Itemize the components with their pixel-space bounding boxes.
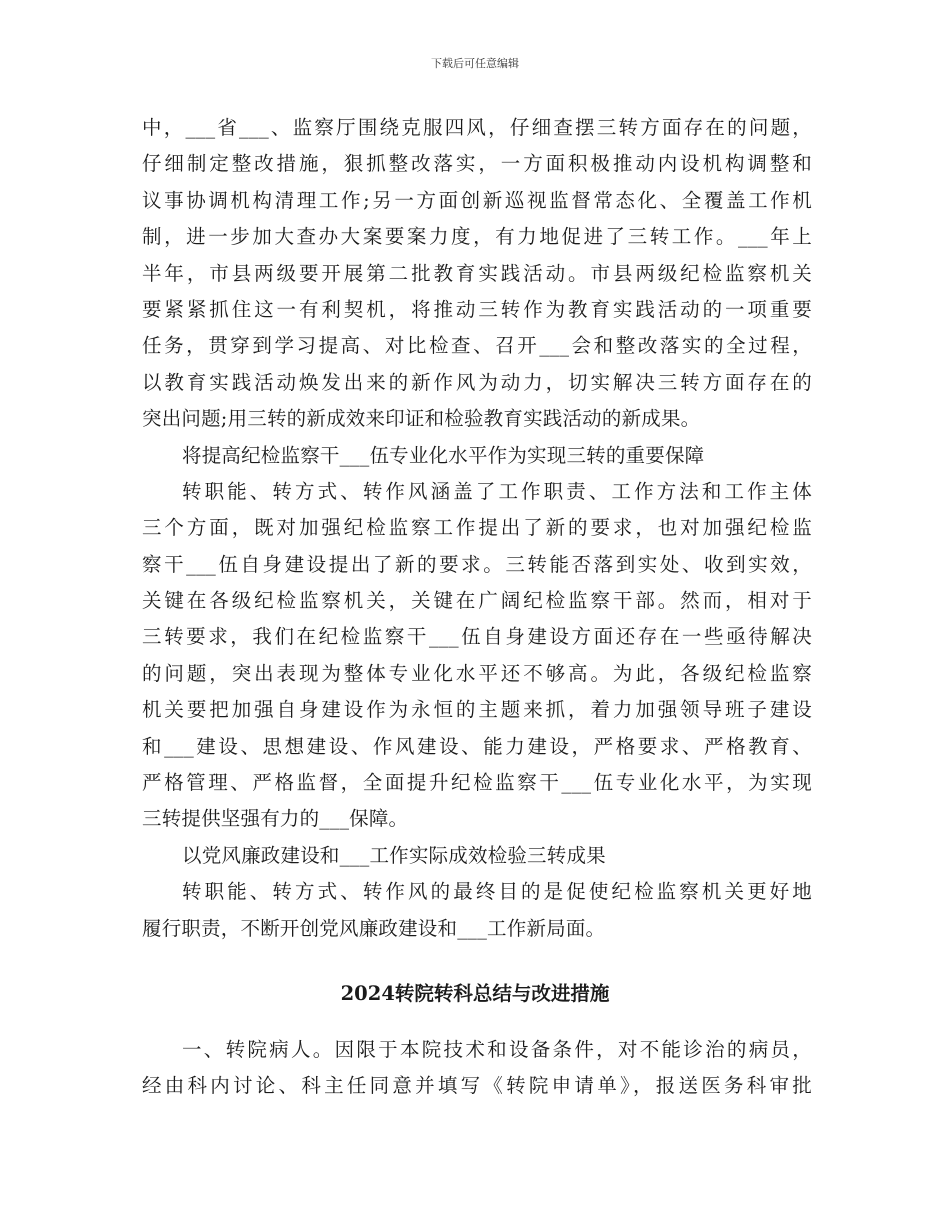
text-line: 的问题，突出表现为整体专业化水平还不够高。为此，各级纪检监察 [142, 661, 812, 685]
text-line: 中，___省___、监察厅围绕克服四风，仔细查摆三转方面存在的问题， [142, 116, 812, 139]
text-line: 履行职责，不断开创党风廉政建设和___工作新局面。 [142, 916, 606, 940]
text-line: 制，进一步加大查办大案要案力度，有力地促进了三转工作。___年上 [142, 225, 812, 249]
document-body [142, 110, 812, 947]
text-line: 机关要把加强自身建设作为永恒的主题来抓，着力加强领导班子建设 [142, 698, 812, 722]
text-line: 以教育实践活动焕发出来的新作风为动力，切实解决三转方面存在的 [142, 370, 812, 394]
text-line: 议事协调机构清理工作;另一方面创新巡视监督常态化、全覆盖工作机 [142, 188, 812, 212]
text-line: 任务，贯穿到学习提高、对比检查、召开___会和整改落实的全过程， [142, 334, 812, 358]
text-line: 和___建设、思想建设、作风建设、能力建设，严格要求、严格教育、 [142, 734, 812, 758]
text-line: 经由科内讨论、科主任同意并填写《转院申请单》，报送医务科审批 [142, 1074, 812, 1098]
text-line: 转职能、转方式、转作风涵盖了工作职责、工作方法和工作主体 [182, 479, 812, 503]
section-body [142, 1032, 812, 1105]
text-line: 三个方面，既对加强纪检监察工作提出了新的要求，也对加强纪检监 [142, 516, 812, 540]
text-line: 一、转院病人。因限于本院技术和设备条件，对不能诊治的病员， [182, 1038, 812, 1061]
text-line: 半年，市县两级要开展第二批教育实践活动。市县两级纪检监察机关 [142, 261, 812, 285]
text-line: 关键在各级纪检监察机关，关键在广阔纪检监察干部。然而，相对于 [142, 589, 812, 613]
text-line: 将提高纪检监察干___伍专业化水平作为实现三转的重要保障 [182, 443, 705, 467]
text-line: 三转要求，我们在纪检监察干___伍自身建设方面还存在一些亟待解决 [142, 625, 812, 649]
text-line: 要紧紧抓住这一有利契机，将推动三转作为教育实践活动的一项重要 [142, 297, 812, 321]
text-line: 以党风廉政建设和___工作实际成效检验三转成果 [182, 843, 606, 867]
section-title: 2024转院转科总结与改进措施 [340, 982, 610, 1005]
text-line: 转职能、转方式、转作风的最终目的是促使纪检监察机关更好地 [182, 880, 812, 904]
text-line: 严格管理、严格监督，全面提升纪检监察干___伍专业化水平，为实现 [142, 771, 812, 795]
text-line: 察干___伍自身建设提出了新的要求。三转能否落到实处、收到实效， [142, 552, 812, 576]
page-header-note: 下载后可任意编辑 [431, 57, 519, 70]
text-line: 三转提供坚强有力的___保障。 [142, 807, 409, 831]
text-line: 突出问题;用三转的新成效来印证和检验教育实践活动的新成果。 [142, 407, 701, 431]
text-line: 仔细制定整改措施，狠抓整改落实，一方面积极推动内设机构调整和 [142, 152, 812, 176]
